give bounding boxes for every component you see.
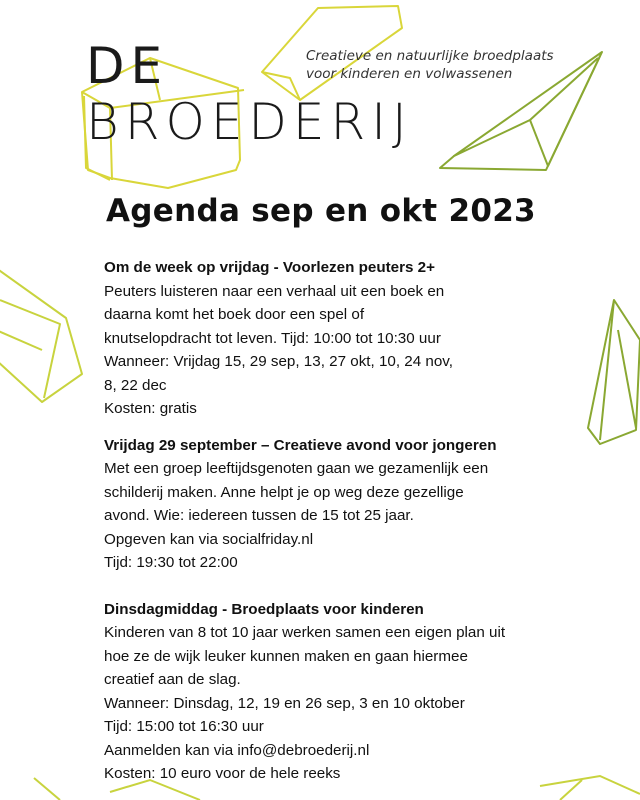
yellow-plane-left	[0, 268, 82, 402]
event-line: creatief aan de slag.	[104, 671, 241, 688]
agenda-event	[104, 256, 584, 421]
event-line: Kinderen van 8 tot 10 jaar werken samen een eigen plan uit	[104, 624, 506, 641]
event-line: Aanmelden kan via info@debroederij.nl	[104, 741, 370, 759]
event-line: Opgeven kan via socialfriday.nl	[104, 530, 314, 548]
tagline-line-2: voor kinderen en volwassenen	[306, 66, 513, 82]
event-line: hoe ze de wijk leuker kunnen maken en gaan hiermee	[104, 647, 468, 665]
event-line: Tijd: 15:00 tot 16:30 uur	[104, 718, 264, 735]
logo-line-1: DE	[86, 37, 169, 95]
tagline-line-1: Creatieve en natuurlijke broedplaats	[306, 48, 554, 64]
spacer	[104, 575, 584, 598]
tagline	[306, 47, 554, 83]
green-paper-plane-right	[588, 300, 640, 444]
event-line: 8, 22 dec	[104, 376, 167, 394]
event-line: schilderij maken. Anne helpt je op weg deze gezellige	[104, 483, 464, 501]
logo-line-2: BROEDERIJ	[86, 93, 413, 151]
event-line: avond. Wie: iedereen tussen de 15 tot 25 jaar.	[104, 507, 414, 524]
event-line: knutselopdracht tot leven. Tijd: 10:00 tot 10:30 uur	[104, 329, 441, 347]
event-title: Dinsdagmiddag - Broedplaats voor kinderen	[104, 600, 424, 618]
event-line: Kosten: 10 euro voor de hele reeks	[104, 765, 341, 782]
event-line: Wanneer: Dinsdag, 12, 19 en 26 sep, 3 en 10 oktober	[104, 694, 465, 712]
event-line: daarna komt het boek door een spel of	[104, 306, 365, 323]
agenda	[104, 256, 584, 786]
event-line: Tijd: 19:30 tot 22:00	[104, 554, 238, 571]
agenda-event	[104, 434, 584, 575]
spacer	[104, 421, 584, 434]
event-line: Peuters luisteren naar een verhaal uit een boek en	[104, 282, 445, 300]
event-line: Kosten: gratis	[104, 400, 197, 417]
event-title: Om de week op vrijdag - Voorlezen peuters 2+	[104, 259, 435, 276]
page-title: Agenda sep en okt 2023	[106, 193, 536, 229]
event-line: Met een groep leeftijdsgenoten gaan we gezamenlijk een	[104, 460, 489, 477]
event-line: Wanneer: Vrijdag 15, 29 sep, 13, 27 okt, 10, 24 nov,	[104, 353, 453, 370]
agenda-event	[104, 598, 584, 786]
event-title: Vrijdag 29 september – Creatieve avond voor jongeren	[104, 436, 497, 454]
